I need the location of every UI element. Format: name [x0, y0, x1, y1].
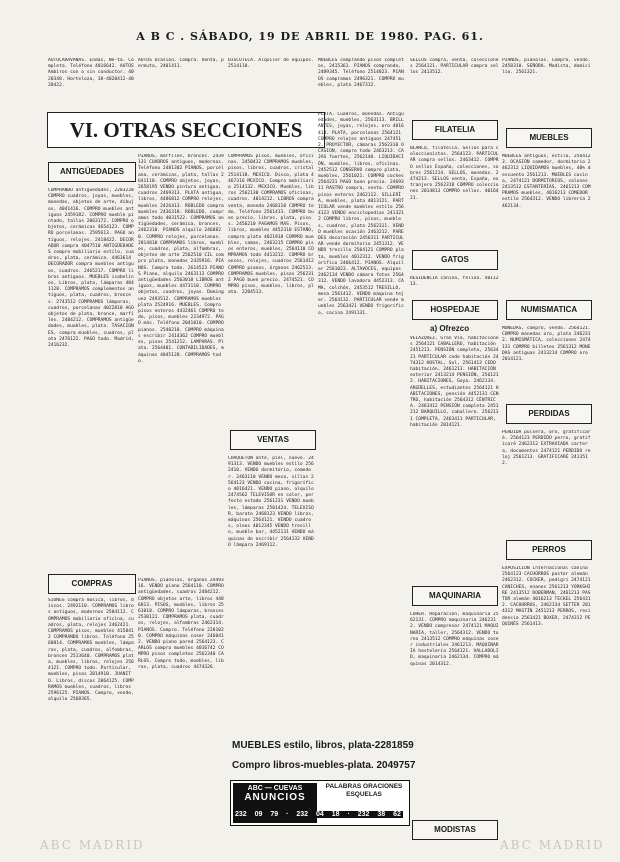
main-section-title: VI. OTRAS SECCIONES: [47, 112, 325, 148]
page-header: A B C . SÁBADO, 19 DE ABRIL DE 1980. PAG. 61.: [136, 30, 484, 43]
column-3-top-ads: DISCOTECA. Alquiler de equipos. 2514110.: [228, 58, 314, 70]
column-4-top-ads: MUEBLES comprando pisos completos, 2415361. PIANOS comprando, 2489345. Teléfono 2514823. PIANOS compramos 2496321. COMPRO muebles, plata 2467312.: [318, 58, 404, 88]
section-ventas: VENTAS: [230, 430, 316, 450]
section-modistas: MODISTAS: [412, 820, 498, 840]
section-maquinaria: MAQUINARIA: [412, 586, 498, 606]
column-3-listings: COMPRAMOS pisos, muebles, oficinas. 2450412 COMPRAMOS muebles, pisos, libros, cuadros, cristal 2514118. MEXICO. Disco, plata 4467316 MEXICO. Compro mobiliario 2514132. MEXICO. Muebles, libros 2562130 COMPRAMOS oficinas, cuadros. 4014212. LIBROS compra venta, moneda 2468110 COMPRO todo. Teléfono 2561413. COMPRO buen precio, libros, plata, pisos. 2456210 PAGAMOS MAS. Pisos, libros, muebles 4452310 ESTAÑO, compro plata 4021918 COMPRO muebles, camas, 2463215 COMPRO pisos enteros, muebles, 2564110 COMPRAMOS todo 4413212. COMPRO bronces, relojes, cuadros 2561412 COMPRO pianos, órganos 2462513. COMPRAMOS muebles, pisos 2562312 PAGO buen precio. 2474521. COMPRO pisos, muebles, libros, plata. 2204513.: [228, 154, 314, 296]
column-2-listings: PIANOS, marfiles, bronces. 2439131 CUADROS antiguos, modernos. Teléfono 2481302 PIANOS, porcelana, cerámicas, plata, tallas 2641110. COMPRO objetos, joyas, 2658195 VENDO pintura antigua, cuadros 2469313. PLATA antigua, libros, 4486812 COMPRO relojes, muebles 2426413. ROBLEDO compra muebles 2436318. ROBLEDO, compramos todo 4031522. COMPRAMOS antigüedades, cerámica, bronces, 2462310. PIANOS alquilo 2468820. COMPRO relojes, porcelanas. 2014810 COMPRAMOS libros, muebles, cuadros, plata, alfombras, objetos de arte 2562510 CIL compro plata, monedas 2435916. PIANOS. Compro todo. 2614523 PIANOS Piano, alquilo 2463113 COMPRO antigüedades 2563018 LIBROS antiguos, muebles 4473110. COMPRO objetos, cuadros, joyas. Dominguez 2493512. COMPRAMOS muebles plata 2524916. MUEBLES. Compro pisos enteros 4432461 COMPRO todo, pisos, muebles 2234972. PAGO más. Teléfono 2041010. COMPRO pianos. 2548210. COMPRO máquinas escribir 2414362 COMPRO muebles, pisos 2541212. LAMPARAS. Plata. 2564401. CONTABILIDADES, máquinas 4045128. COMPRAMOS todo.: [138, 154, 224, 364]
watermark-left: ABC MADRID: [40, 838, 145, 852]
ad-line2: ANUNCIOS: [244, 792, 306, 803]
column-2-top-ads: AUTOS Ocasión. Compra. Venta, permuta, 2401411.: [138, 58, 224, 70]
section-antiguedades: ANTIGÜEDADES: [48, 162, 136, 182]
section-hospedaje: HOSPEDAJE: [412, 300, 498, 320]
perros-listings: EXPOSICIÓN internacional canina 2564123 CACHORROS pastor alemán 2462312. COCKER, pedigrí 2474121 CANICHES, enanos 2561213 YORKSHIRE 2413512 DOBERMAN, 2461213 PASTOR alemán 4016213 TECKEL 2564312. CACHORROS, 2462134 SETTER 2014312 MASTÍN 2451213 PERROS, residencia 2563421 BOXER, 2474312 PEQUINÉS 2561413.: [502, 566, 591, 627]
muebles-bold-line: MUEBLES estilo, libros, plata-2281859: [232, 740, 414, 751]
hospedaje-listings: VELÁZQUEZ, Gran Vía, habitaciones 2564121 CABALLERO, habitación 2451213. PENSIÓN completa, 2563421 PARTICULAR cede habitación 2474312 HOSTAL, Sol, 2561413 CEDO habitación, 2461213. HABITACIÓN exterior 2413214 PENSIÓN, 2561212. HABITACIONES, Goya. 2462134. ARGÜELLES, estudiantes 2564121 HABITACIONES, pensión 4452131 CENTRO, habitación 2564312 CÉNTRICA. 2463412 PENSIÓN completa 2451212 BARQUILLO, caballero. 2562131 COMPLETA, 2463411 PARTICULAR, habitación 2014121.: [410, 336, 499, 428]
column-6-top-ads: PIANOS, pianolas. Compro, vendo. 2458310. SEÑORA. Modista, domicilio. 2561321.: [502, 58, 591, 76]
section-filatelia: FILATELIA: [412, 120, 498, 140]
column-4-listings: PLATA. Cuadros, monedas. Antigüedades, muebles, 2563113. BRILLANTES, joyas, relojes, oro 4016413. PLATA, porcelanas 2564121 COMPRO relojes antiguos 2474512. PROYECTOR, cámaras 2562310 OCASION, compro todo 2463213. CAJAS fuertes, 2562140. LIQUIDACIÓN, muebles, libros, oficinas. 2452512 CONSERVO compro plata, muebles, 2561021. COMPRO coches 2564231 PAGO buen precio. 2469311 RASTRO compra, venta. COMPRO pisos enteros 2462112. SILLERÍA, muebles, plata 4013121. PARTICULAR vende muebles estilo 2564123 VENDO enciclopedias 2413212 COMPRO libros, pisos, muebles, cuadros, plata 2562311. VENDO muebles ocasión 2463212. PAREDES decoración 2456311 PARTICULAR vende dormitorio 2451312. VENDO tresillo 2564121 COMPRO plata, muebles 4012312. VENDO frigorífico 2466412. PIANOS. Alquiler 2561023. ALTAVOCES, equipos 2462134 VENDO cámara fotos 2564312. VENDO lavadora 4452313. CAMA, colchón, 2453512 TRESILLO, mesa 2561412. VENDO máquina tejer. 2564132. PARTICULAR vende muebles 2563421 VENDO frigorífico, cocina 2491131.: [318, 112, 404, 316]
maquinaria-listings: LOHER. Reparación, maquinaria 2562131. COMPRO maquinaria 2462312. VENDO compresor 2474121 MAQUINARIA, taller, 2564312. VENDO torno 2413512 COMPRO máquinas coser industriales 2461213. MAQUINARIA hostelería 2564121. VALLADOLID, maquinaria 2462134. COMPRO máquinas 2014312.: [410, 612, 499, 667]
perdidas-listings: PERDIDA pulsera, oro, gratificaré. 2564123 PERDIDO perro, gratificaré 2462312 EXTRAVIADA cartera, documentos 2474121 PERDIDO reloj 2561213. GRATIFICARÉ 2413512.: [502, 430, 591, 467]
gatos-listings: RESIDENCIA canina, felina. 4011213.: [410, 276, 499, 288]
column-1-top-ads: AUTOCARAVANAS. Endas, Ne-ta. Completa. Teléfono 4016642. AUTOS Ambiros con o sin conductor. 4020348. Horteloza, 38-4020412-4020422.: [48, 58, 134, 88]
filatelia-listings: BLANCO, filatelia. Sellos para coleccionistas. 2564123. PARTICULAR compra sellos. 2463412. COMPRO sellos España, colecciones, sobres 2561214. SELLOS, monedas. 2474213. SELLOS venta, España, extranjero 2562318 COMPRO colecciones 2014813 COMPRO sellos. 4016421.: [410, 146, 499, 201]
ad-phones: 232 09 79 · 232 04 18 · 232 38 62: [235, 811, 401, 818]
section-perros: PERROS: [506, 540, 592, 560]
section-numismatica: NUMISMATICA: [506, 300, 592, 320]
antiguedades-listings: COMPRANDO antigüedades, 2283228 COMPRO cuadros, joyas, muebles, monedas, objetos de arte, dibujos, 4041416. COMPRO muebles antiguos 2459182. COMPRO mueble pintado, tallas 2063172. COMPRO objetos, cerámicas 4654123. COMPRO porcelanas. 2595613. PAGO antiguos, relojes. 2418422. DECORADOR compra 4047510 ANTIGÜEDADES compro mobiliario estilo, cuadros, plata, cerámica. 4463614 DECORADOR compra muebles antiguos, cuadros. 2465217. COMPRO libros antiguos. MUEBLES isabelinos, Libros, plata, lámparas 4041128. COMPRAMOS complementos antiguos, plata, cuadros, bronces. 2743512 COMPRAMOS lámparas, cuadros, porcelanas 4022810 AGO objetos de plata, bronce, marfiles. 2484212. COMPRAMOS antigüedades, muebles, plata. TASACIONES, compra muebles, cuadros, plata 2476122. PAGO todo. Madrid, 2416232.: [48, 188, 134, 349]
muebles-listings: MUEBLES antiguos, estilo, 2564123. OCASIÓN comedor, dormitorio 2462312 LIQUIDAMOS muebles, 40% descuento 2561213. MUEBLES cocina, 2474121 DORMITORIOS, salones 2413512 ESTANTERÍAS, 2461213 COMPRAMOS muebles, 4016213 COMEDOR estilo 2564312. VENDO librería 2462134.: [502, 154, 591, 209]
ventas-listings: CHAQUETÓN ante, piel, nuevo. 2491313. VENDO muebles estilo 2562410. VENDO dormitorio, comedor. 2463110 VENDO mesa, sillas 2564123 VENDO cocina, frigorífico 4016421. VENDO piano, alquilo 2474562 TELEVISOR en color, perfecto estado 2561231 VENDO muebles, lámparas 2501424. TELEVISOR, barato 2468123 VENDO libros, máquinas 2564121. VENDO cuadros, oleos 4012345 VENDO tresillo, mueble bar, 4452131 VENDO máquinas de escribir 2564132 VENDO lámpara 2469112.: [228, 456, 314, 548]
compro-bold-line: Compro libros-muebles-plata. 2049757: [232, 760, 416, 771]
section-perdidas: PERDIDAS: [506, 404, 592, 424]
column-2-lower-listings: PIANOS, pianolas, órganos 2449316. VENDO piano 2564110. COMPRO antigüedades, cuadros 2484212. COMPRO objetos arte, libros 4486813. PISOS, muebles, libros 2561018. COMPRO lámparas, bronces 2530121. COMPRAMOS plata, cuadros, relojes, alfombras 2462314. PIANOS. Compro. Teléfono 2201020. COMPRO máquinas coser 2460412. VENDO piano pared 2564123. CARLOS compra muebles 4016742 COMPRO pisos completos 2562340 CARLOS. Compro todo, muebles, libros, plata, cuadros 4474326.: [138, 578, 224, 670]
section-muebles: MUEBLES: [506, 128, 592, 148]
compras-listings: SIONES compra música, libros, discos. 2492110. COMPRAMOS libros antiguos, modernos 2504112. COMPRAMOS mobiliario oficina, cuadros, plata, relojes 2462421. COMPRAMOS pisos, muebles 4150412 COMPRANDO libros. Teléfono 2560814. COMPRAMOS muebles, lámparas, plata, cuadros, alfombras, bronces 2513640. COMPRAMOS plata, muebles, libros, relojes 2564121. COMPRO todo. Particular, muebles, pisos 2014910. JUANITO. Libros, discos 2064125. COMPRAMOS muebles, cuadros, libros 2596125. PIANOS. Compro, vendo, alquilo 2568365.: [48, 598, 134, 703]
ad-line1: ABC — CUEVAS: [247, 785, 303, 792]
hospedaje-subheading: a) Ofrezco: [430, 324, 470, 333]
section-compras: COMPRAS: [48, 574, 136, 594]
watermark-right: ABC MADRID: [500, 838, 605, 852]
abc-cuevas-ad: [230, 780, 410, 826]
column-5-top-ads: SELLOS compra, venta, colecciones 2564121. PARTICULAR compra sellos 2413512.: [410, 58, 499, 76]
section-gatos: GATOS: [412, 250, 498, 270]
ad-right-text: PALABRAS ORACIONES ESQUELAS: [325, 783, 403, 798]
numismatica-listings: MONEDAS, compro, vendo. 2564121. COMPRO monedas oro, plata 2462312. NUMISMÁTICA, colecciones 2474131 COMPRO billetes 2561312 MONEDAS antiguas 2413214 COMPRO oro 2014121.: [502, 326, 591, 363]
